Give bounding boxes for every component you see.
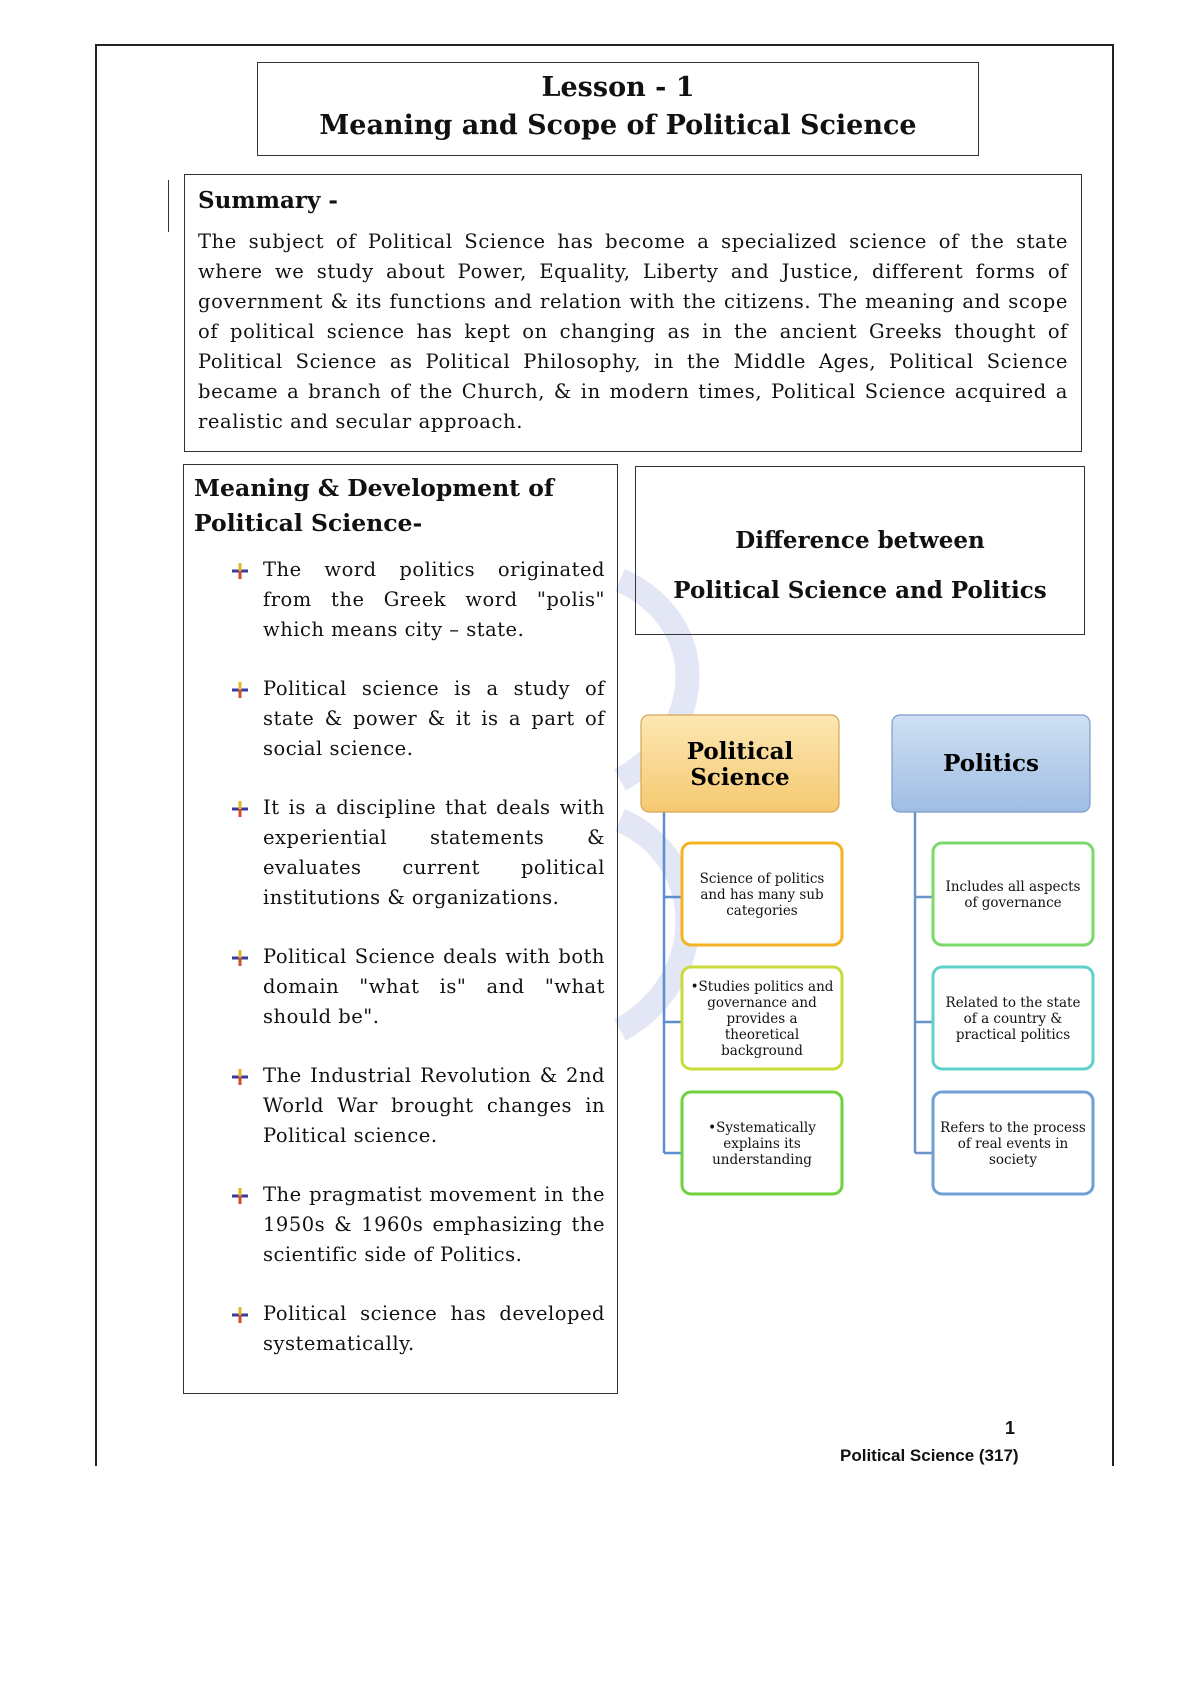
left-connectors xyxy=(664,810,682,1153)
political-science-title-2: Science xyxy=(690,764,790,791)
list-item xyxy=(263,1299,605,1359)
list-item xyxy=(263,1180,605,1270)
lesson-title: Meaning and Scope of Political Science xyxy=(319,110,917,141)
list-item xyxy=(263,1061,605,1151)
diagram-item-line: Refers to the process xyxy=(940,1120,1086,1136)
diagram-item-line: governance and xyxy=(707,995,817,1011)
diagram-item-line: theoretical xyxy=(724,1027,800,1043)
difference-line-2: Political Science and Politics xyxy=(673,577,1047,604)
lesson-number: Lesson - 1 xyxy=(541,72,695,103)
diagram-item-line: understanding xyxy=(712,1152,812,1168)
diagram-item-line: Includes all aspects xyxy=(945,879,1081,895)
diagram-item-line: categories xyxy=(726,903,798,919)
arrow-bullet-icon xyxy=(231,562,249,580)
list-item xyxy=(263,793,605,913)
diagram-item-line: •Studies politics and xyxy=(690,979,834,995)
course-name: Political Science (317) xyxy=(840,1446,1019,1465)
diagram-item-line: society xyxy=(989,1152,1037,1168)
arrow-bullet-icon xyxy=(231,1187,249,1205)
diagram-item-line: of real events in xyxy=(957,1136,1069,1152)
diagram-item-line: •Systematically xyxy=(708,1120,816,1136)
arrow-bullet-icon xyxy=(231,681,249,699)
ps-item-text-3 xyxy=(708,1120,816,1168)
diagram-item-line: background xyxy=(721,1043,803,1059)
politics-title: Politics xyxy=(943,750,1039,777)
difference-line-1: Difference between xyxy=(735,527,985,554)
difference-box xyxy=(635,466,1085,635)
diagram-item-line: Related to the state xyxy=(945,995,1081,1011)
diagram-item-line: provides a xyxy=(726,1011,798,1027)
diagram-item-line: and has many sub xyxy=(700,887,824,903)
summary-heading: Summary - xyxy=(198,187,338,214)
meaning-bullet-list xyxy=(184,555,617,1359)
diagram-item-line: of a country & xyxy=(963,1011,1063,1027)
lesson-title-box xyxy=(257,62,979,156)
politics-item-text-2 xyxy=(946,995,1081,1043)
diagram-item-line: Science of politics xyxy=(699,871,825,887)
arrow-bullet-icon xyxy=(231,800,249,818)
diagram-item-line: explains its xyxy=(723,1136,801,1152)
bullet-text: It is a discipline that deals with experiential statements & evaluates current political institutions & organizations. xyxy=(263,796,605,909)
bullet-text: Political science is a study of state & power & it is a part of social science. xyxy=(263,677,605,760)
list-item xyxy=(263,674,605,764)
meaning-development-box xyxy=(183,464,618,1394)
diagram-item-line: of governance xyxy=(964,895,1062,911)
arrow-bullet-icon xyxy=(231,949,249,967)
bullet-text: Political Science deals with both domain "what is" and "what should be". xyxy=(263,945,605,1028)
bullet-text: The pragmatist movement in the 1950s & 1960s emphasizing the scientific side of Politics. xyxy=(263,1183,605,1266)
diagram-item-line: practical politics xyxy=(955,1027,1071,1043)
page-number: 1 xyxy=(1005,1418,1016,1438)
summary-text: The subject of Political Science has become a specialized science of the state where we study about Power, Equality, Liberty and Justice, different forms of government & its functions and relation with the citizens. The meaning and scope of political science has kept on changing as in the ancient Greeks thought of Political Science as Political Philosophy, in the Middle Ages, Political Science became a branch of the Church, & in modern times, Political Science acquired a realistic and secular approach. xyxy=(198,230,1068,433)
politics-item-text-1 xyxy=(946,879,1081,911)
meaning-heading: Meaning & Development of Political Science- xyxy=(194,474,554,537)
bullet-text: The Industrial Revolution & 2nd World War brought changes in Political science. xyxy=(263,1064,605,1147)
list-item xyxy=(263,555,605,645)
list-item xyxy=(263,942,605,1032)
comparison-diagram xyxy=(620,705,1105,1215)
right-connectors xyxy=(915,810,933,1153)
arrow-bullet-icon xyxy=(231,1068,249,1086)
arrow-bullet-icon xyxy=(231,1306,249,1324)
bullet-text: Political science has developed systematically. xyxy=(263,1302,605,1355)
summary-margin-mark xyxy=(168,180,169,232)
bullet-text: The word politics originated from the Greek word "polis" which means city – state. xyxy=(263,558,605,641)
summary-box xyxy=(184,174,1082,452)
political-science-title-1: Political xyxy=(686,738,794,765)
